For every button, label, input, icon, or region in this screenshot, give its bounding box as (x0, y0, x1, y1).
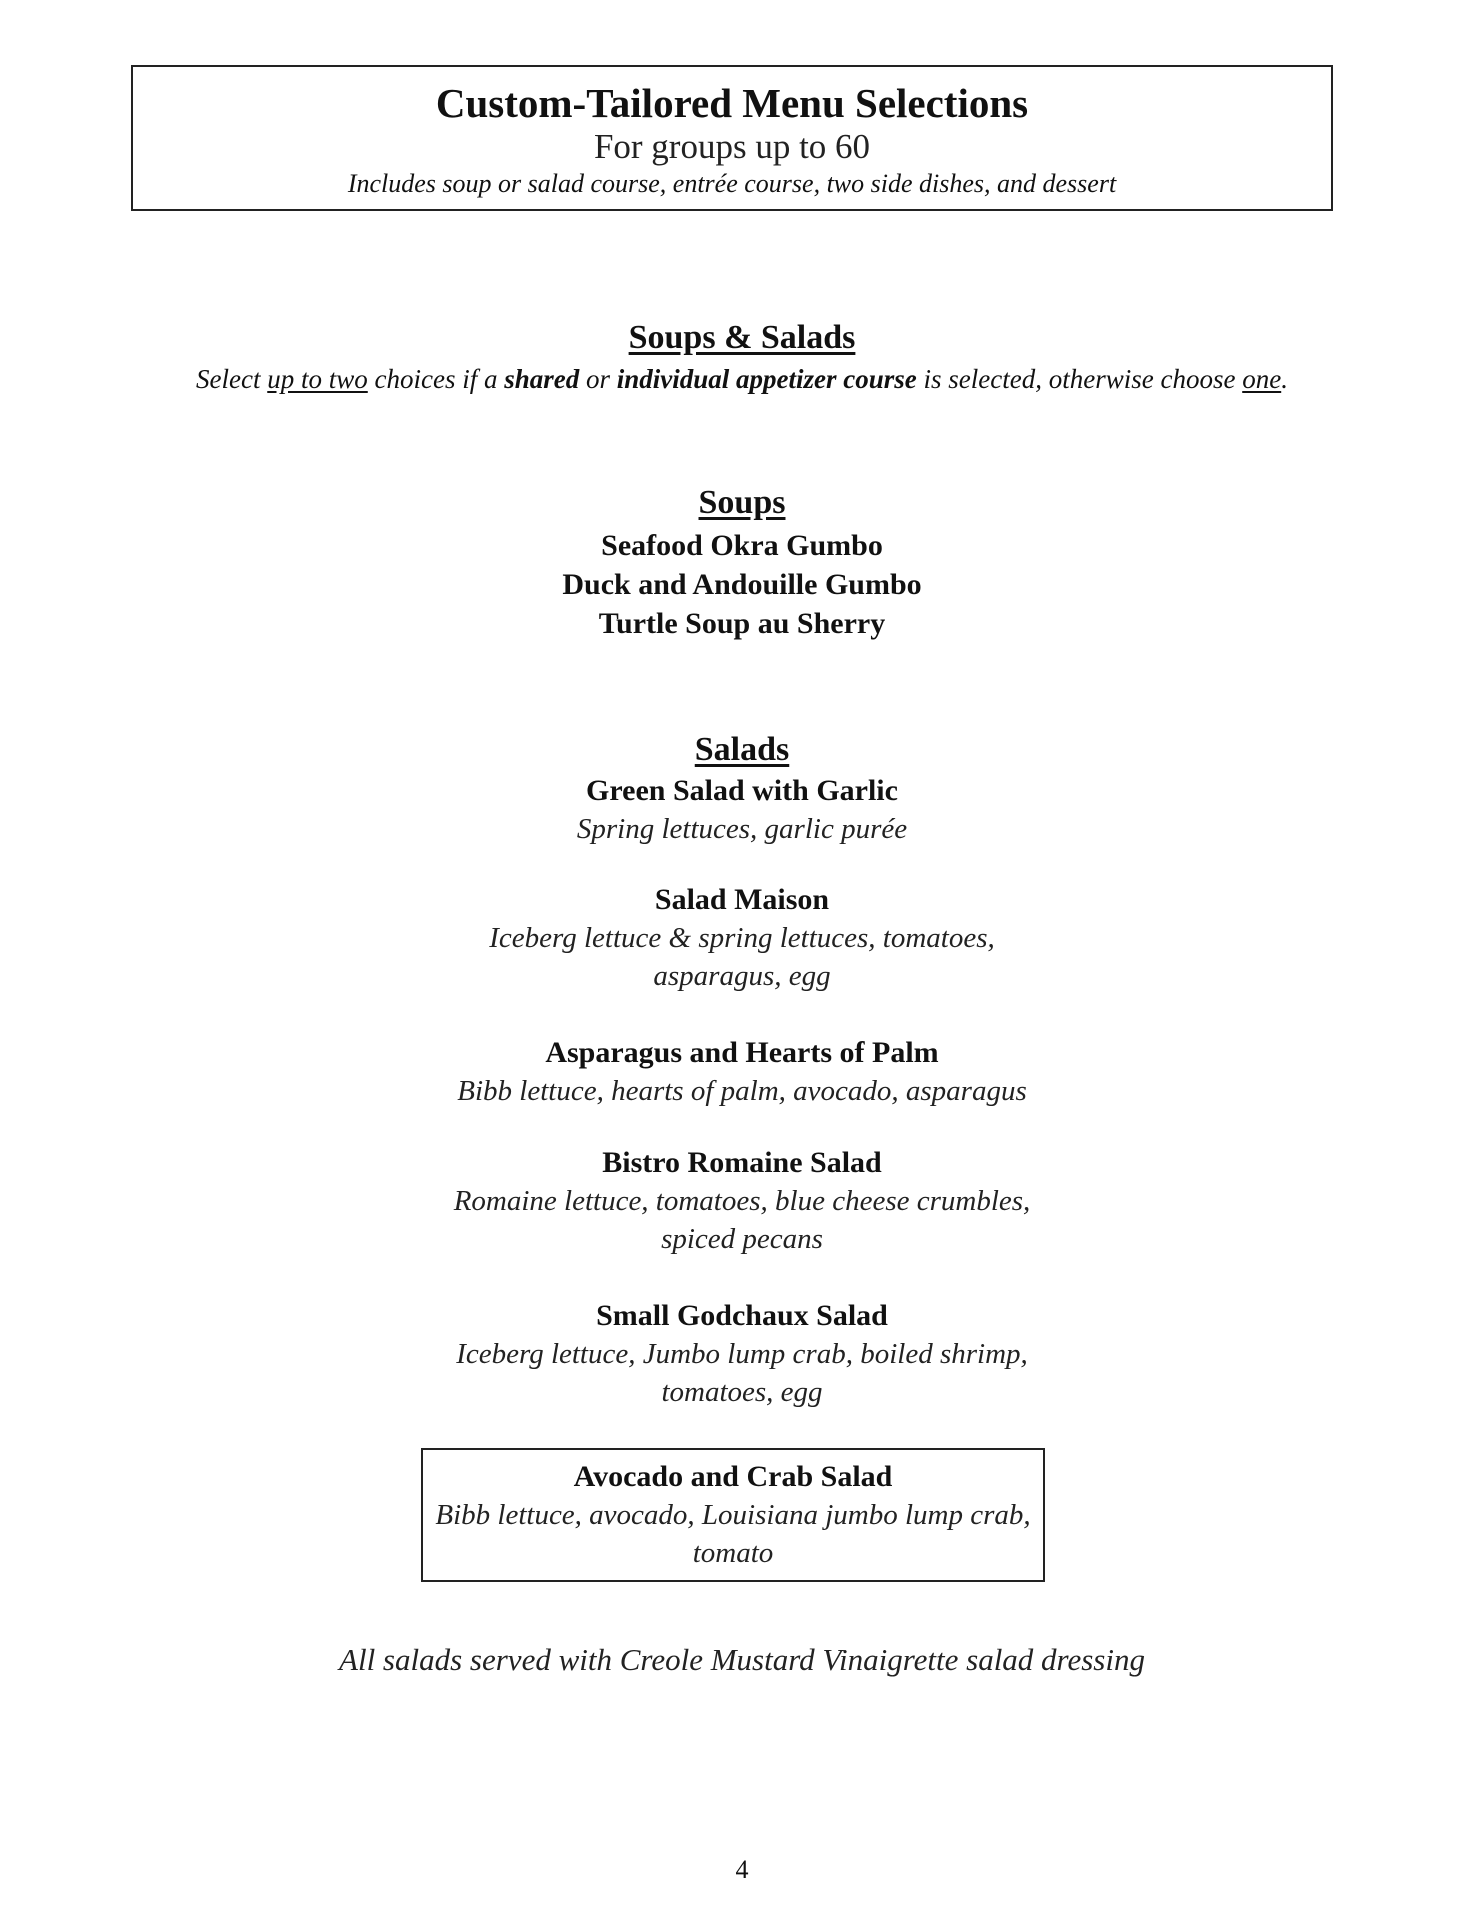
salads-heading: Salads (694, 731, 790, 768)
salad-description (0, 810, 1484, 848)
instruction-text: choices if a (367, 364, 505, 394)
menu-course-note: Includes soup or salad course, entrée course, two side dishes, and dessert (347, 169, 1117, 198)
soup-item: Seafood Okra Gumbo (601, 529, 883, 562)
salad-dressing-note: All salads served with Creole Mustard Vinaigrette salad dressing (339, 1642, 1145, 1677)
salad-description (0, 1335, 1484, 1411)
salad-item (0, 1034, 1484, 1110)
salad-description-line: Bibb lettuce, hearts of palm, avocado, asparagus (457, 1075, 1027, 1107)
salad-description-line: Romaine lettuce, tomatoes, blue cheese crumbles, (453, 1185, 1031, 1217)
soup-item: Duck and Andouille Gumbo (562, 568, 922, 601)
instruction-underline-one: one (1242, 364, 1282, 394)
instruction-text: . (1281, 364, 1288, 394)
salad-description-line: Iceberg lettuce, Jumbo lump crab, boiled shrimp, (456, 1338, 1028, 1370)
instruction-text: is selected, otherwise choose (916, 364, 1243, 394)
page-number: 4 (735, 1855, 749, 1884)
salad-item (0, 881, 1484, 995)
salad-name: Green Salad with Garlic (586, 774, 898, 807)
instruction-text: or (579, 364, 617, 394)
salad-description-line: tomatoes, egg (661, 1376, 823, 1408)
salad-description-line: Spring lettuces, garlic purée (576, 813, 908, 845)
salad-description-line: spiced pecans (661, 1223, 823, 1255)
salad-name: Bistro Romaine Salad (602, 1146, 882, 1179)
salad-description-line: Iceberg lettuce & spring lettuces, tomatoes, (489, 922, 995, 954)
salad-name: Avocado and Crab Salad (573, 1460, 893, 1493)
featured-salad-box (421, 1448, 1045, 1582)
salad-description (0, 1072, 1484, 1110)
salad-description-line: asparagus, egg (653, 960, 831, 992)
salad-description (0, 1182, 1484, 1258)
soups-salads-heading: Soups & Salads (628, 319, 856, 356)
instruction-bold-shared: shared (504, 364, 580, 394)
instruction-bold-appetizer: individual appetizer course (616, 364, 917, 394)
selection-instruction (0, 362, 1484, 396)
menu-subtitle: For groups up to 60 (593, 127, 871, 166)
salad-description-line: tomato (692, 1537, 774, 1569)
soup-item: Turtle Soup au Sherry (598, 607, 886, 640)
menu-header-box (131, 65, 1333, 211)
salad-name: Small Godchaux Salad (596, 1299, 888, 1332)
salad-item (0, 1144, 1484, 1258)
salad-name: Salad Maison (654, 883, 830, 916)
salad-description (423, 1496, 1043, 1572)
salad-item (0, 772, 1484, 848)
soups-list (0, 526, 1484, 643)
salad-description-line: Bibb lettuce, avocado, Louisiana jumbo lump crab, (435, 1499, 1031, 1531)
instruction-underline-up-to-two: up to two (267, 364, 368, 394)
menu-title: Custom-Tailored Menu Selections (435, 80, 1029, 126)
instruction-text: Select (196, 364, 268, 394)
salad-name: Asparagus and Hearts of Palm (545, 1036, 939, 1069)
soups-heading: Soups (698, 484, 786, 521)
salad-item (0, 1297, 1484, 1411)
salad-description (0, 919, 1484, 995)
